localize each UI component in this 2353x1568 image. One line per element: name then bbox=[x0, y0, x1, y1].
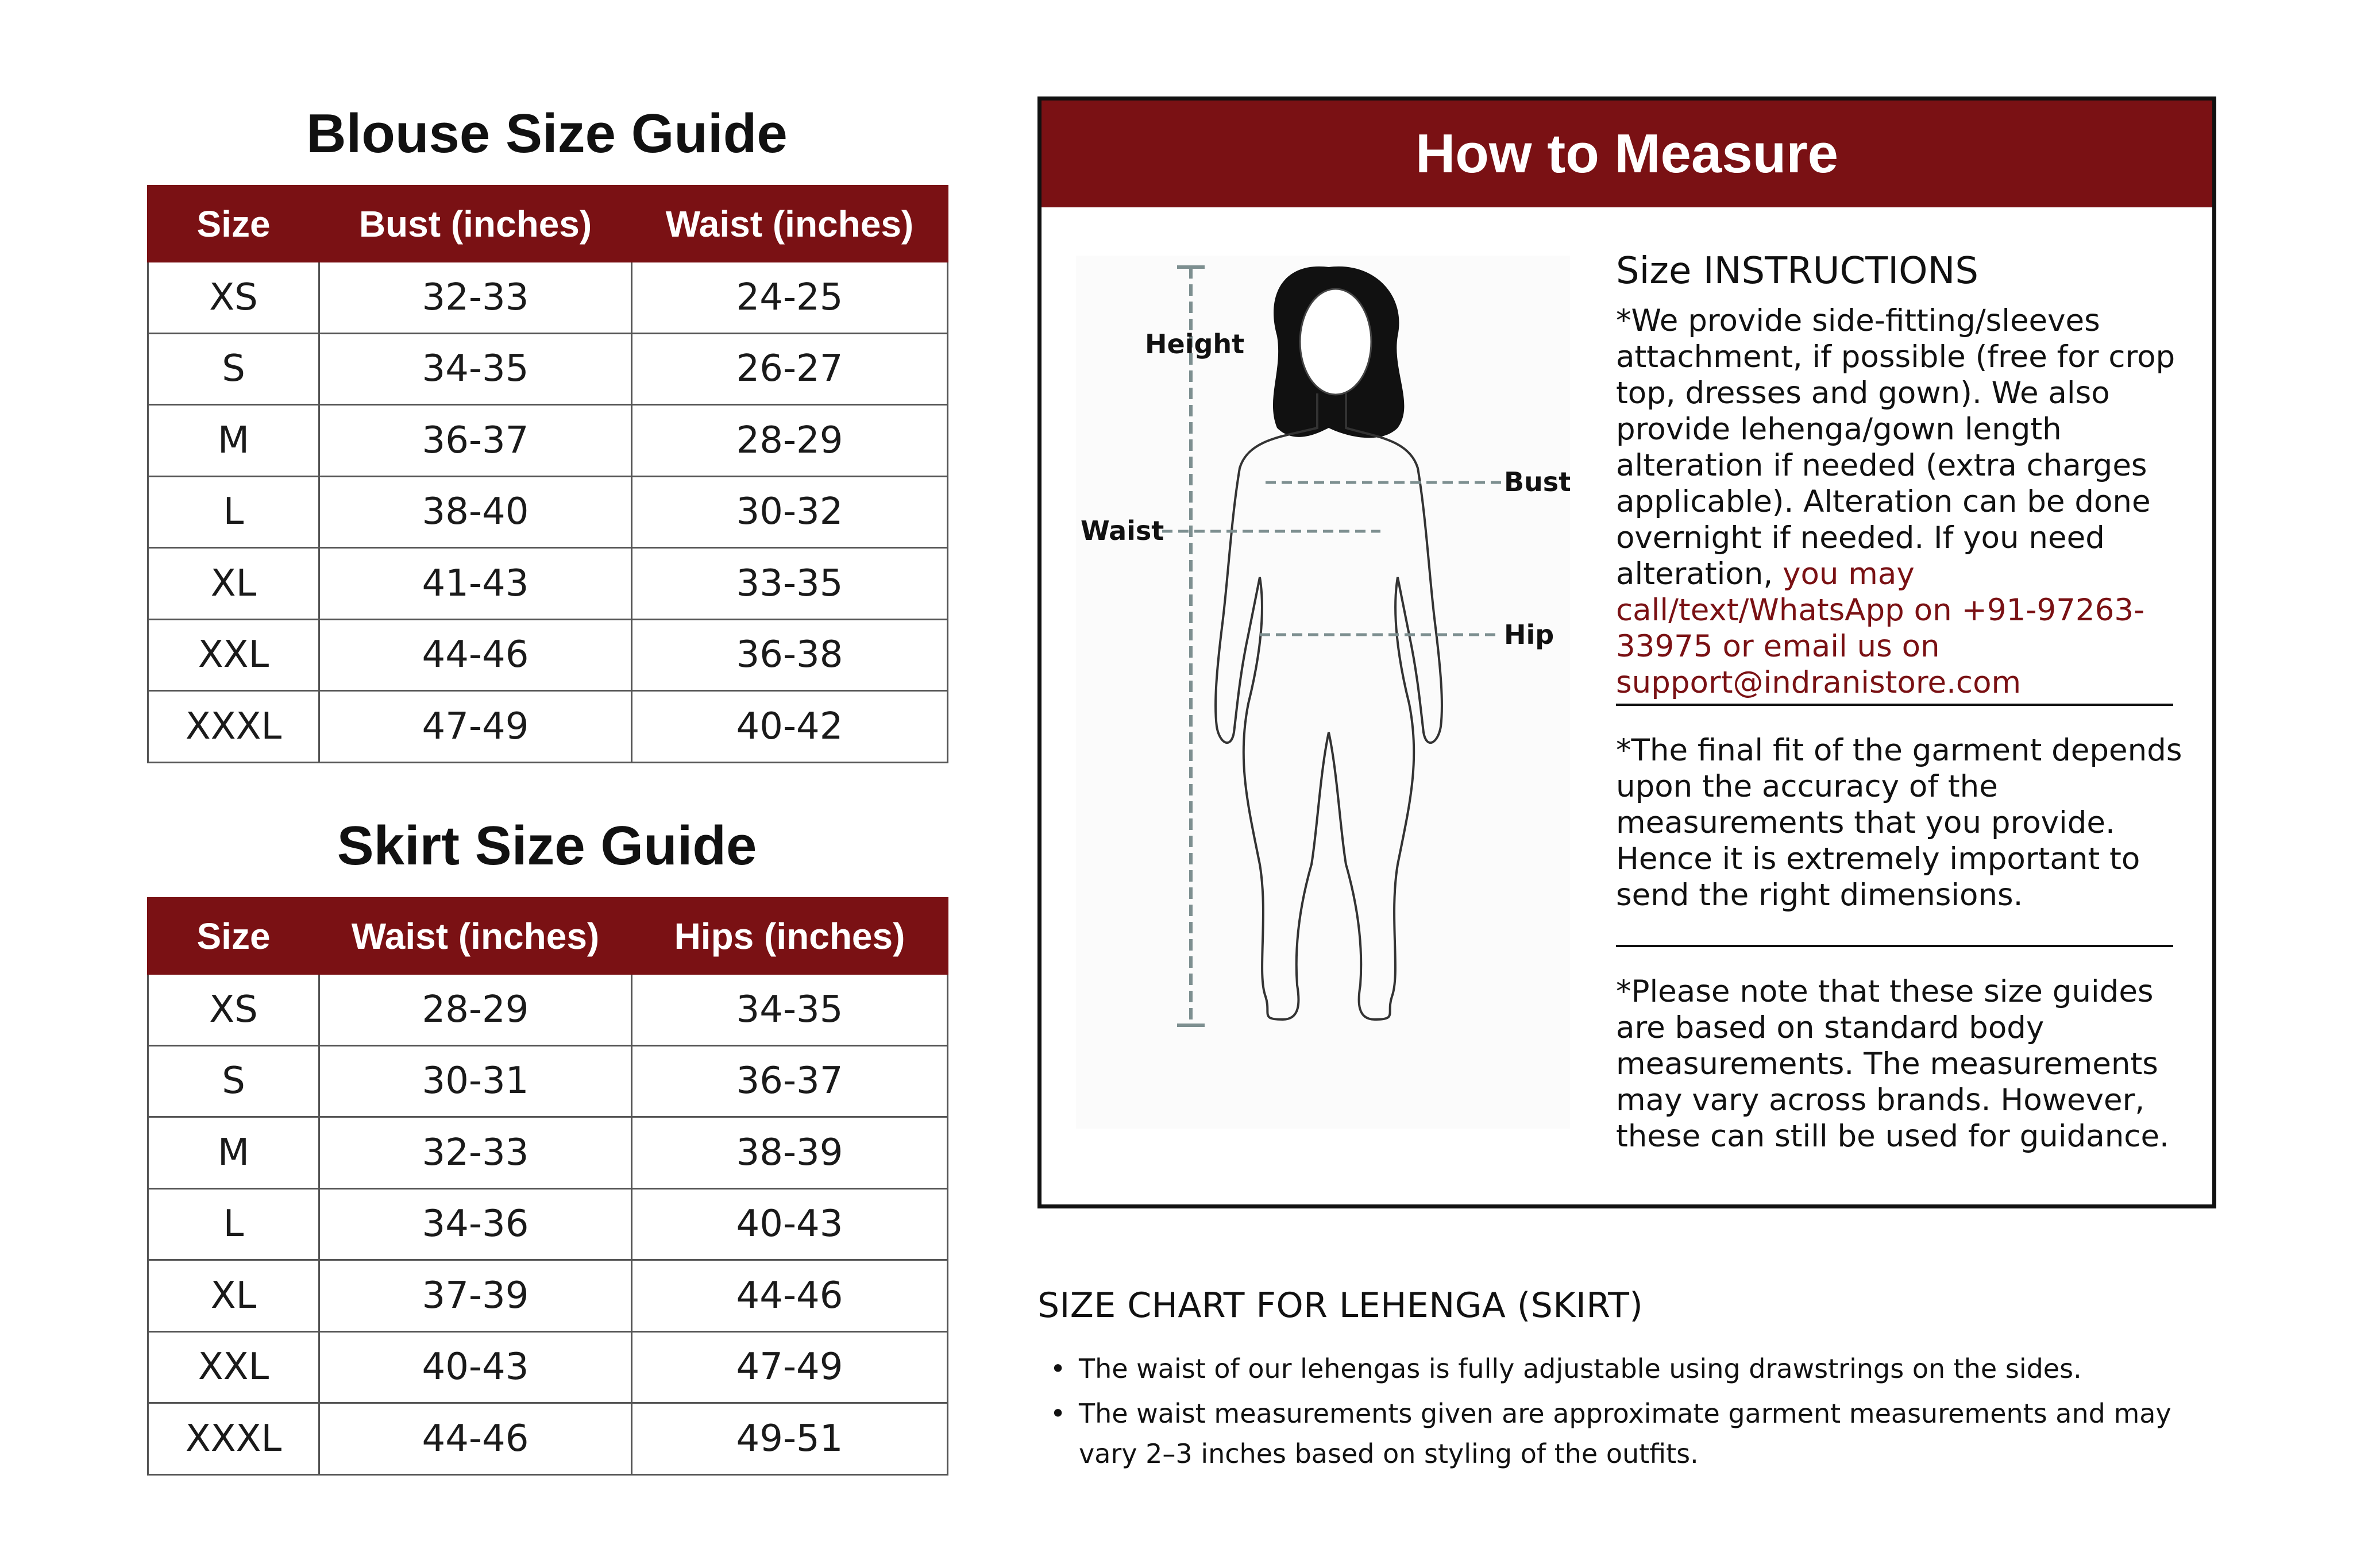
cell-bust: 32-33 bbox=[319, 262, 632, 334]
header-size: Size bbox=[148, 186, 319, 262]
hip-label: Hip bbox=[1504, 619, 1554, 650]
skirt-title: Skirt Size Guide bbox=[337, 815, 757, 876]
body-measurement-figure bbox=[1076, 256, 1570, 1129]
bust-label: Bust bbox=[1504, 466, 1570, 497]
cell-bust: 36-37 bbox=[319, 405, 632, 477]
how-to-measure-panel bbox=[1037, 96, 2216, 1208]
cell-size: XS bbox=[148, 262, 319, 334]
table-row bbox=[148, 1045, 948, 1117]
cell-waist: 26-27 bbox=[632, 333, 948, 405]
instructions-title: Size INSTRUCTIONS bbox=[1616, 250, 1979, 292]
cell-size: S bbox=[148, 1045, 319, 1117]
table-row bbox=[148, 619, 948, 691]
cell-size: XXXL bbox=[148, 1403, 319, 1475]
skirt-size-table bbox=[147, 897, 948, 1476]
cell-size: XXL bbox=[148, 1331, 319, 1403]
body-outline bbox=[1216, 393, 1442, 1019]
height-label: Height bbox=[1145, 329, 1245, 360]
cell-hips: 40-43 bbox=[632, 1188, 948, 1260]
cell-bust: 41-43 bbox=[319, 548, 632, 620]
cell-hips: 44-46 bbox=[632, 1260, 948, 1332]
cell-size: M bbox=[148, 405, 319, 477]
cell-waist: 24-25 bbox=[632, 262, 948, 334]
table-row bbox=[148, 548, 948, 620]
cell-size: XXXL bbox=[148, 691, 319, 763]
cell-size: S bbox=[148, 333, 319, 405]
cell-waist: 33-35 bbox=[632, 548, 948, 620]
cell-size: XS bbox=[148, 974, 319, 1046]
header-bust: Bust (inches) bbox=[319, 186, 632, 262]
divider bbox=[1616, 704, 2173, 706]
cell-waist: 44-46 bbox=[319, 1403, 632, 1475]
table-row bbox=[148, 1331, 948, 1403]
how-to-measure-title: How to Measure bbox=[1042, 101, 2212, 207]
table-row bbox=[148, 405, 948, 477]
cell-waist: 30-32 bbox=[632, 476, 948, 548]
cell-waist: 28-29 bbox=[632, 405, 948, 477]
table-row bbox=[148, 1403, 948, 1475]
waist-label: Waist bbox=[1081, 515, 1164, 546]
blouse-size-table bbox=[147, 185, 948, 763]
cell-waist: 40-42 bbox=[632, 691, 948, 763]
alteration-text: *We provide side-fitting/sleeves attachment, if possible (free for crop top, dresses and gown). We also provide lehenga/gown length alteration if needed (extra charges applicable). Alteration can be done overnight if needed. If you need alteration, bbox=[1616, 303, 2175, 592]
cell-size: XL bbox=[148, 548, 319, 620]
table-header-row bbox=[148, 898, 948, 974]
table-row bbox=[148, 262, 948, 334]
header-waist: Waist (inches) bbox=[632, 186, 948, 262]
table-row bbox=[148, 476, 948, 548]
cell-hips: 47-49 bbox=[632, 1331, 948, 1403]
instructions-paragraph-2: *The final fit of the garment depends upon the accuracy of the measurements that you provide. Hence it is extremely important to send the right dimensions. bbox=[1616, 733, 2182, 913]
table-row bbox=[148, 1260, 948, 1332]
cell-size: L bbox=[148, 1188, 319, 1260]
cell-size: M bbox=[148, 1117, 319, 1189]
header-waist: Waist (inches) bbox=[319, 898, 632, 974]
cell-hips: 38-39 bbox=[632, 1117, 948, 1189]
cell-waist: 28-29 bbox=[319, 974, 632, 1046]
cell-waist: 40-43 bbox=[319, 1331, 632, 1403]
cell-bust: 34-35 bbox=[319, 333, 632, 405]
list-item: • The waist measurements given are approximate garment measurements and may vary 2–3 inches based on styling of the outfits. bbox=[1037, 1393, 2186, 1474]
divider bbox=[1616, 945, 2173, 947]
contact-link[interactable]: you may call/text/WhatsApp on +91-97263-33975 or email us on support@indranistore.com bbox=[1616, 557, 2145, 700]
instructions-paragraph-1 bbox=[1616, 303, 2185, 701]
cell-hips: 34-35 bbox=[632, 974, 948, 1046]
table-row bbox=[148, 1188, 948, 1260]
cell-waist: 34-36 bbox=[319, 1188, 632, 1260]
cell-size: L bbox=[148, 476, 319, 548]
cell-size: XL bbox=[148, 1260, 319, 1332]
table-row bbox=[148, 974, 948, 1046]
cell-waist: 37-39 bbox=[319, 1260, 632, 1332]
cell-waist: 30-31 bbox=[319, 1045, 632, 1117]
cell-bust: 44-46 bbox=[319, 619, 632, 691]
table-row bbox=[148, 333, 948, 405]
header-size: Size bbox=[148, 898, 319, 974]
cell-hips: 49-51 bbox=[632, 1403, 948, 1475]
list-item: • The waist of our lehengas is fully adjustable using drawstrings on the sides. bbox=[1037, 1349, 2186, 1389]
cell-waist: 32-33 bbox=[319, 1117, 632, 1189]
lehenga-size-chart-title: SIZE CHART FOR LEHENGA (SKIRT) bbox=[1037, 1285, 1644, 1326]
table-row bbox=[148, 1117, 948, 1189]
lehenga-notes-list bbox=[1037, 1349, 2186, 1478]
blouse-title: Blouse Size Guide bbox=[306, 103, 788, 164]
body-figure-icon bbox=[1076, 256, 1570, 1129]
cell-waist: 36-38 bbox=[632, 619, 948, 691]
cell-size: XXL bbox=[148, 619, 319, 691]
table-header-row bbox=[148, 186, 948, 262]
cell-hips: 36-37 bbox=[632, 1045, 948, 1117]
table-row bbox=[148, 691, 948, 763]
instructions-paragraph-3: *Please note that these size guides are based on standard body measurements. The measurements may vary across brands. However, these can still be used for guidance. bbox=[1616, 974, 2169, 1154]
cell-bust: 38-40 bbox=[319, 476, 632, 548]
cell-bust: 47-49 bbox=[319, 691, 632, 763]
face-shape bbox=[1300, 289, 1371, 395]
instructions-column bbox=[1616, 250, 2185, 701]
header-hips: Hips (inches) bbox=[632, 898, 948, 974]
